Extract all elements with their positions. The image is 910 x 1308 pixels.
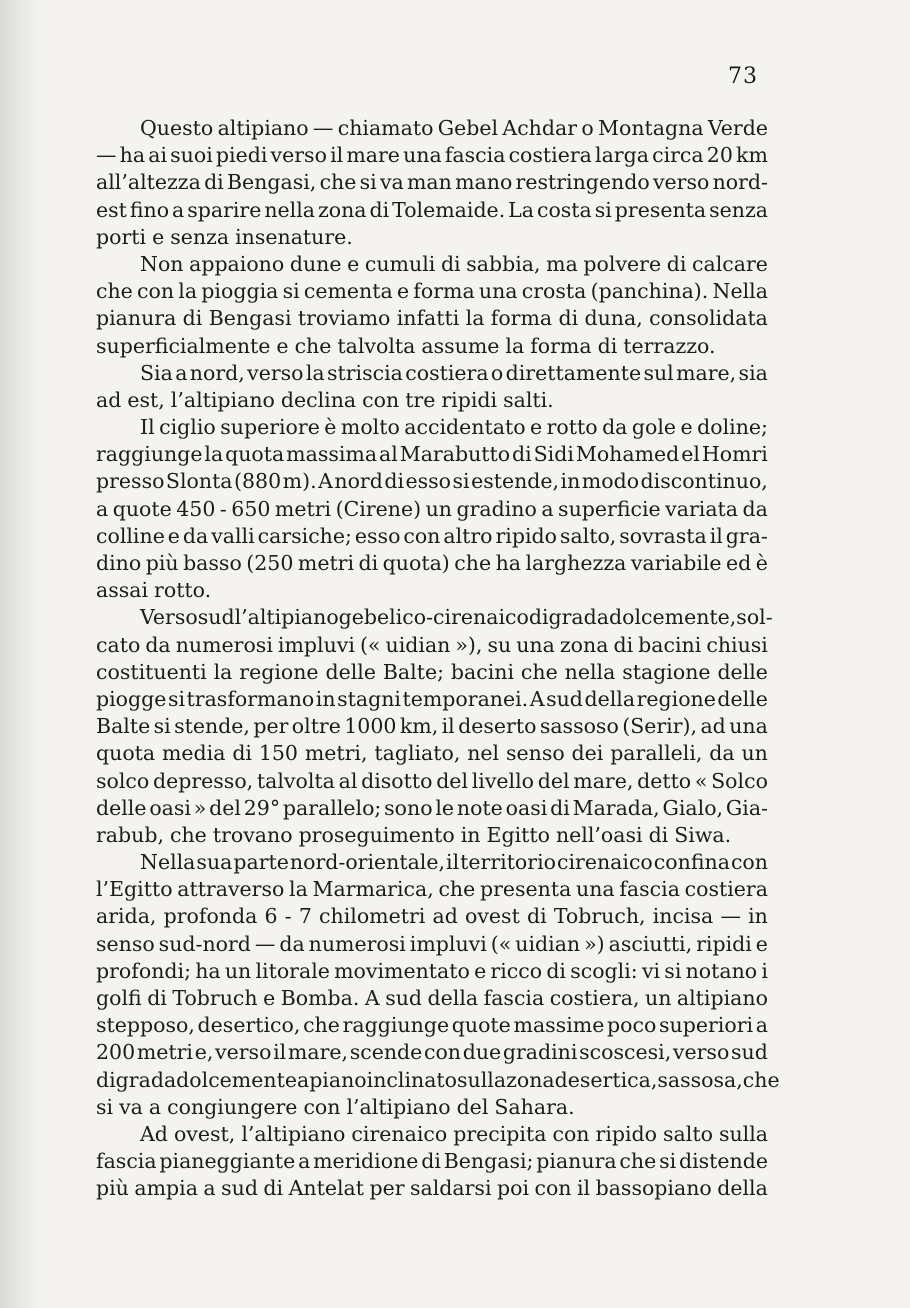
text-line: senso sud-nord — da numerosi impluvi (« uidian ») asciutti, ripidi e <box>96 931 768 956</box>
text-line: raggiunge la quota massima al Marabutto di Sidi Mohamed el Homri <box>96 442 768 467</box>
text-line: si va a congiungere con l’altipiano del Sahara. <box>96 1094 575 1119</box>
text-line: a quote 450 - 650 metri (Cirene) un gradino a superficie variata da <box>96 496 768 521</box>
text-line: colline e da valli carsiche; esso con altro ripido salto, sovrasta il gra- <box>96 523 768 548</box>
text-line: Nella sua parte nord-orientale, il territorio cirenaico confina con <box>140 850 768 875</box>
text-line: profondi; ha un litorale movimentato e ricco di scogli: vi si notano i <box>96 958 768 983</box>
text-line: est fino a sparire nella zona di Tolemaide. La costa si presenta senza <box>96 197 768 222</box>
text-line: golfi di Tobruch e Bomba. A sud della fascia costiera, un altipiano <box>96 986 768 1010</box>
text-line: Balte si stende, per oltre 1000 km, il deserto sassoso (Serir), ad una <box>96 714 768 739</box>
text-line: 200 metri e, verso il mare, scende con due gradini scoscesi, verso sud <box>96 1040 768 1065</box>
body-text <box>96 115 780 1203</box>
text-line: Il ciglio superiore è molto accidentato e rotto da gole e doline; <box>140 415 768 440</box>
text-line: Ad ovest, l’altipiano cirenaico precipita con ripido salto sulla <box>140 1121 768 1146</box>
text-line: superficialmente e che talvolta assume la forma di terrazzo. <box>96 333 716 358</box>
text-line: dino più basso (250 metri di quota) che ha larghezza variabile ed è <box>96 551 768 575</box>
text-line: più ampia a sud di Antelat per saldarsi poi con il bassopiano della <box>96 1176 768 1201</box>
page-edge-shadow <box>0 0 40 1308</box>
text-line: Verso sud l’altipiano gebelico-cirenaico digrada dolcemente, sol- <box>140 605 773 630</box>
text-line: arida, profonda 6 - 7 chilometri ad ovest di Tobruch, incisa — in <box>96 904 768 929</box>
text-line: cato da numerosi impluvi (« uidian »), su una zona di bacini chiusi <box>96 632 768 657</box>
text-line: Questo altipiano — chiamato Gebel Achdar o Montagna Verde <box>140 116 768 140</box>
text-line: fascia pianeggiante a meridione di Bengasi; pianura che si distende <box>96 1149 768 1174</box>
text-line: costituenti la regione delle Balte; bacini che nella stagione delle <box>96 659 768 684</box>
text-line: pianura di Bengasi troviamo infatti la forma di duna, consolidata <box>96 306 768 331</box>
text-line: solco depresso, talvolta al disotto del livello del mare, detto « Solco <box>96 768 768 793</box>
text-line: l’Egitto attraverso la Marmarica, che presenta una fascia costiera <box>96 877 768 902</box>
text-line: che con la pioggia si cementa e forma una crosta (panchina). Nella <box>96 279 768 304</box>
text-line: assai rotto. <box>96 578 212 603</box>
page-number: 73 <box>728 64 758 89</box>
text-line: porti e senza insenature. <box>96 224 353 249</box>
text-line: piogge si trasformano in stagni temporanei. A sud della regione delle <box>96 686 768 711</box>
text-line: delle oasi » del 29° parallelo; sono le note oasi di Marada, Gialo, Gia- <box>96 795 768 820</box>
text-line: all’altezza di Bengasi, che si va man mano restringendo verso nord- <box>96 170 768 195</box>
text-line: presso Slonta (880 m). A nord di esso si estende, in modo discontinuo, <box>96 469 768 494</box>
text-line: digrada dolcemente a piano inclinato sulla zona desertica, sassosa, che <box>96 1067 780 1092</box>
text-line: stepposo, desertico, che raggiunge quote massime poco superiori a <box>96 1013 768 1038</box>
text-line: rabub, che trovano proseguimento in Egitto nell’oasi di Siwa. <box>96 822 732 847</box>
text-line: Sia a nord, verso la striscia costiera o direttamente sul mare, sia <box>140 360 768 385</box>
text-line: ad est, l’altipiano declina con tre ripidi salti. <box>96 387 554 412</box>
text-line: Non appaiono dune e cumuli di sabbia, ma polvere di calcare <box>140 251 768 276</box>
text-line: quota media di 150 metri, tagliato, nel senso dei paralleli, da un <box>96 741 768 766</box>
text-line: — ha ai suoi piedi verso il mare una fascia costiera larga circa 20 km <box>96 143 768 168</box>
